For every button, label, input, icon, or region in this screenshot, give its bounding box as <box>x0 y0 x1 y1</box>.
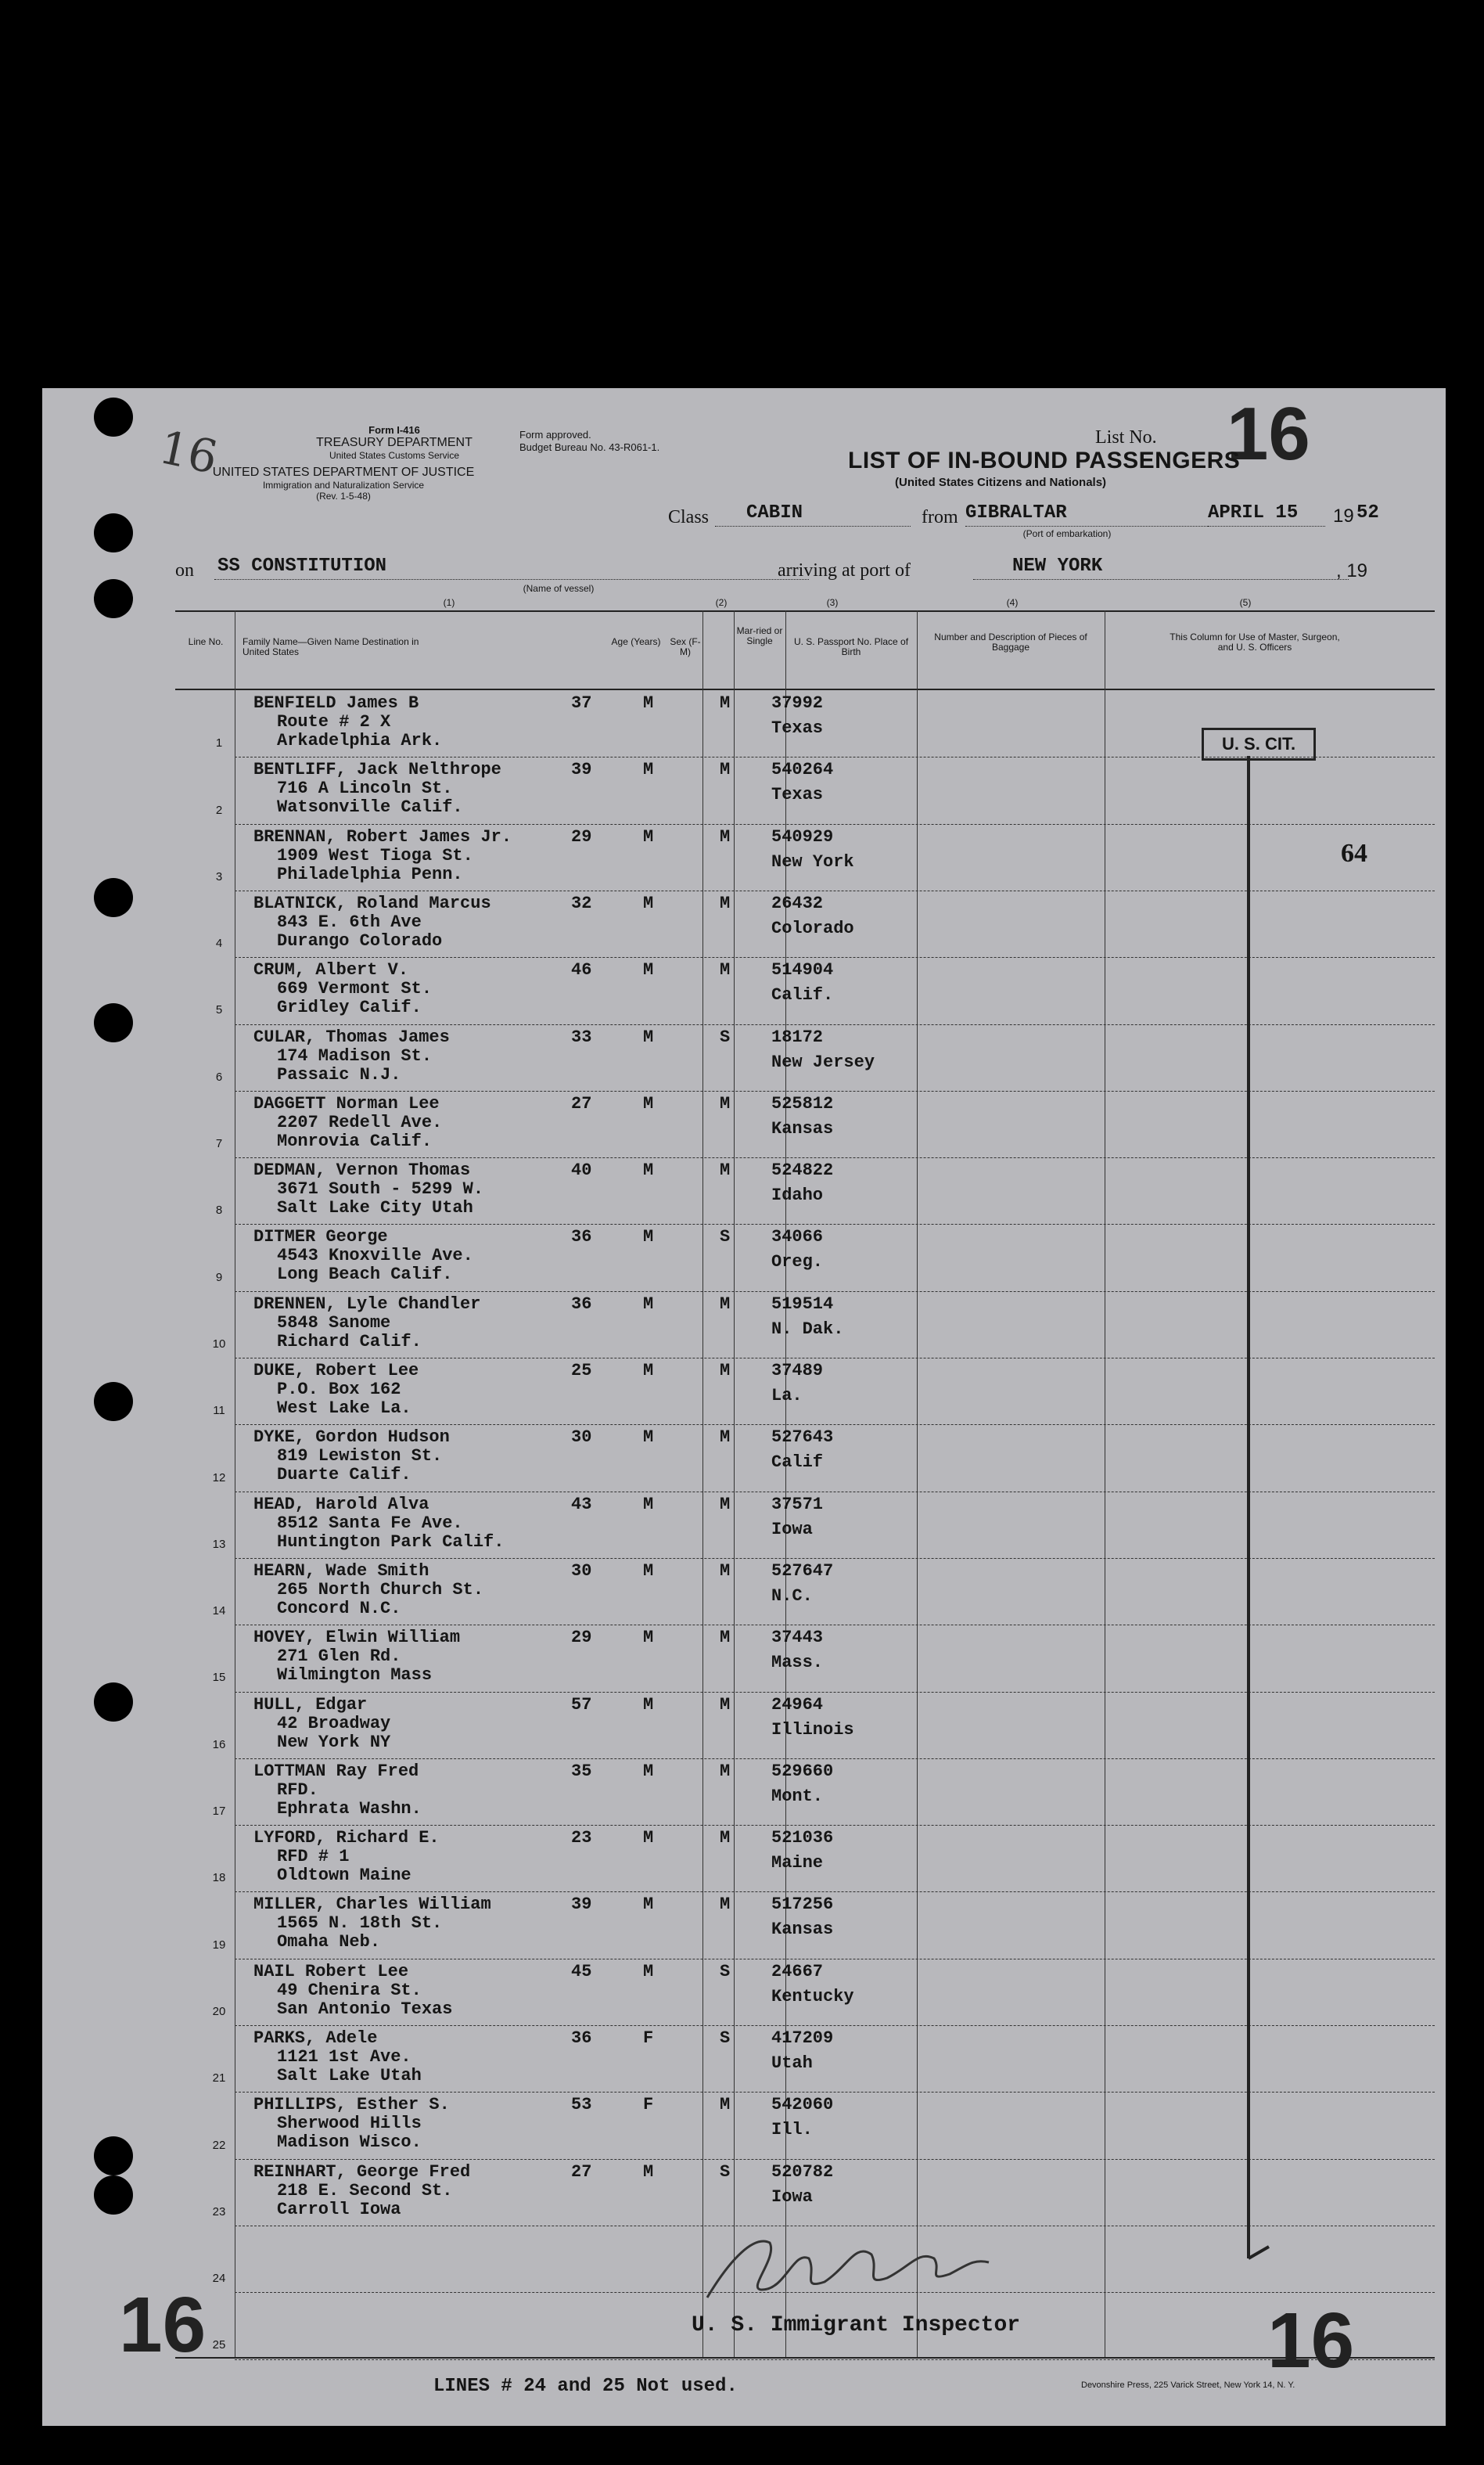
passport-number: 514904 <box>771 960 834 981</box>
line-number: 3 <box>215 869 223 883</box>
passenger-age: 30 <box>571 1560 592 1581</box>
passenger-address-2: Duarte Calif. <box>277 1465 411 1485</box>
marital-status: S <box>720 1961 731 1981</box>
place-of-birth: Idaho <box>771 1186 824 1206</box>
table-row <box>42 1825 1446 1891</box>
passenger-name: BENFIELD James B <box>253 693 419 713</box>
place-of-birth: New York <box>771 851 854 872</box>
passenger-address-2: Concord N.C. <box>277 1598 401 1618</box>
passenger-address-1: RFD # 1 <box>277 1847 350 1867</box>
passenger-age: 32 <box>571 893 592 913</box>
arriving-label: arriving at port of <box>778 560 911 581</box>
passport-number: 37992 <box>771 693 824 713</box>
place-of-birth: Kansas <box>771 1118 834 1139</box>
passenger-name: DITMER George <box>253 1227 388 1247</box>
passenger-sex: M <box>643 1828 654 1848</box>
passport-number: 527647 <box>771 1560 834 1581</box>
passenger-address-2: Gridley Calif. <box>277 998 422 1018</box>
table-row <box>42 824 1446 891</box>
on-label: on <box>175 560 194 581</box>
bottom-left-stamp: 16 <box>119 2281 207 2369</box>
table-row <box>42 1558 1446 1625</box>
table-row <box>42 1224 1446 1290</box>
table-top-border <box>175 610 1435 612</box>
passenger-name: PHILLIPS, Esther S. <box>253 2095 450 2115</box>
form-approved: Form approved. <box>519 429 591 441</box>
passport-number: 26432 <box>771 893 824 913</box>
table-row <box>42 2092 1446 2158</box>
line-number: 24 <box>212 2272 226 2286</box>
col-num-4: (4) <box>1006 597 1019 608</box>
passenger-age: 43 <box>571 1494 592 1514</box>
passenger-address-2: Arkadelphia Ark. <box>277 731 443 750</box>
passenger-address-1: 8512 Santa Fe Ave. <box>277 1513 463 1533</box>
place-of-birth: Texas <box>771 718 824 738</box>
passenger-age: 29 <box>571 826 592 847</box>
list-no-label: List No. <box>1095 427 1157 448</box>
passenger-age: 23 <box>571 1828 592 1848</box>
year-suffix: 52 <box>1356 502 1379 524</box>
class-label: Class <box>668 507 710 527</box>
marital-status: M <box>720 760 731 780</box>
passenger-name: CRUM, Albert V. <box>253 960 409 981</box>
passenger-address-2: West Lake La. <box>277 1398 411 1418</box>
passenger-address-1: Route # 2 X <box>277 712 391 732</box>
marital-status: M <box>720 826 731 847</box>
passenger-address-1: 1565 N. 18th St. <box>277 1913 443 1934</box>
passenger-sex: M <box>643 1560 654 1581</box>
list-subtitle: (United States Citizens and Nationals) <box>895 476 1107 489</box>
passenger-address-2: Madison Wisco. <box>277 2132 422 2153</box>
passenger-name: HEARN, Wade Smith <box>253 1560 429 1581</box>
passenger-age: 36 <box>571 2028 592 2048</box>
line-number: 7 <box>215 1137 223 1151</box>
line-number: 12 <box>212 1470 226 1484</box>
table-row <box>42 1692 1446 1758</box>
passenger-age: 46 <box>571 960 592 981</box>
marital-status: M <box>720 1761 731 1781</box>
passenger-address-1: 2207 Redell Ave. <box>277 1112 443 1132</box>
marital-status: S <box>720 1027 731 1047</box>
marital-status: M <box>720 1427 731 1448</box>
marital-status: M <box>720 1093 731 1114</box>
passenger-address-1: 42 Broadway <box>277 1713 391 1733</box>
passenger-address-2: Salt Lake City Utah <box>277 1198 473 1218</box>
line-number: 5 <box>215 1003 223 1017</box>
line-number: 21 <box>212 2071 226 2085</box>
col-num-3: (3) <box>826 597 839 608</box>
year-prefix: 19 <box>1333 506 1354 527</box>
table-bottom-border <box>175 2357 1435 2359</box>
table-row <box>42 2025 1446 2092</box>
line-number: 8 <box>215 1204 223 1218</box>
passenger-address-1: 4543 Knoxville Ave. <box>277 1246 473 1266</box>
passenger-sex: M <box>643 1427 654 1448</box>
passenger-address-2: Richard Calif. <box>277 1331 422 1351</box>
place-of-birth: N.C. <box>771 1585 813 1606</box>
marital-status: S <box>720 2161 731 2182</box>
passenger-address-2: Salt Lake Utah <box>277 2066 422 2085</box>
passenger-address-2: Long Beach Calif. <box>277 1265 453 1285</box>
passenger-address-2: Omaha Neb. <box>277 1932 381 1952</box>
us-cit-stamp-text: U. S. CIT. <box>1221 734 1296 754</box>
marital-status: S <box>720 2028 731 2048</box>
passenger-address-1: P.O. Box 162 <box>277 1380 401 1399</box>
row-divider <box>235 2359 1435 2360</box>
passenger-name: REINHART, George Fred <box>253 2161 471 2182</box>
passenger-address-2: Huntington Park Calif. <box>277 1531 505 1552</box>
passenger-age: 40 <box>571 1161 592 1181</box>
passport-number: 37571 <box>771 1494 824 1514</box>
passport-number: 34066 <box>771 1227 824 1247</box>
list-title: LIST OF IN-BOUND PASSENGERS <box>848 448 1241 473</box>
passenger-age: 36 <box>571 1227 592 1247</box>
marital-status: S <box>720 1227 731 1247</box>
passenger-age: 35 <box>571 1761 592 1781</box>
line-number: 18 <box>212 1871 226 1885</box>
side-number: 64 <box>1341 839 1367 868</box>
cit-bracket-line <box>1247 756 1250 2258</box>
passenger-sex: M <box>643 1961 654 1981</box>
passenger-age: 33 <box>571 1027 592 1047</box>
place-of-birth: Calif <box>771 1452 824 1473</box>
printer-imprint: Devonshire Press, 225 Varick Street, New York 14, N. Y. <box>1081 2380 1295 2390</box>
passenger-age: 39 <box>571 760 592 780</box>
passenger-name: DRENNEN, Lyle Chandler <box>253 1294 481 1314</box>
passenger-address-2: Carroll Iowa <box>277 2199 401 2219</box>
class-value: CABIN <box>746 502 803 524</box>
from-label: from <box>922 507 958 527</box>
marital-status: M <box>720 1494 731 1514</box>
passenger-sex: M <box>643 1027 654 1047</box>
header-line-no: Line No. <box>188 636 224 647</box>
passport-number: 519514 <box>771 1294 834 1314</box>
marital-status: M <box>720 1361 731 1380</box>
table-row <box>42 1891 1446 1958</box>
header-married: Mar-ried or Single <box>736 625 783 646</box>
passport-number: 527643 <box>771 1427 834 1448</box>
table-row <box>42 1959 1446 2025</box>
passenger-address-1: Sherwood Hills <box>277 2114 422 2134</box>
col-num-1: (1) <box>443 597 455 608</box>
justice-heading: UNITED STATES DEPARTMENT OF JUSTICE <box>212 466 475 479</box>
passenger-sex: M <box>643 1361 654 1380</box>
place-of-birth: New Jersey <box>771 1052 875 1072</box>
passenger-name: LOTTMAN Ray Fred <box>253 1761 419 1781</box>
marital-status: M <box>720 1694 731 1715</box>
passenger-sex: M <box>643 1161 654 1181</box>
passenger-name: HEAD, Harold Alva <box>253 1494 429 1514</box>
passenger-address-2: New York NY <box>277 1732 391 1752</box>
passenger-sex: M <box>643 1227 654 1247</box>
line-number: 2 <box>215 803 223 817</box>
treasury-heading: TREASURY DEPARTMENT <box>316 436 473 449</box>
passenger-name: MILLER, Charles William <box>253 1895 491 1915</box>
passenger-age: 27 <box>571 1093 592 1114</box>
marital-status: M <box>720 2095 731 2115</box>
passenger-age: 45 <box>571 1961 592 1981</box>
passenger-address-2: Monrovia Calif. <box>277 1131 433 1151</box>
header-officers: This Column for Use of Master, Surgeon, and U. S. Officers <box>1170 632 1340 653</box>
passenger-age: 25 <box>571 1361 592 1380</box>
table-row <box>42 1091 1446 1157</box>
marital-status: M <box>720 893 731 913</box>
passenger-address-1: 1121 1st Ave. <box>277 2047 411 2067</box>
line-number: 10 <box>212 1337 226 1351</box>
passenger-age: 53 <box>571 2095 592 2115</box>
marital-status: M <box>720 1560 731 1581</box>
passenger-name: DAGGETT Norman Lee <box>253 1093 440 1114</box>
margin-handwritten-number: 16 <box>154 420 223 484</box>
from-value: GIBRALTAR <box>965 502 1067 524</box>
passport-number: 517256 <box>771 1895 834 1915</box>
passport-number: 542060 <box>771 2095 834 2115</box>
line-number: 17 <box>212 1805 226 1819</box>
form-number: Form I-416 <box>368 424 420 436</box>
passport-number: 540929 <box>771 826 834 847</box>
passenger-age: 57 <box>571 1694 592 1715</box>
passenger-address-1: 716 A Lincoln St. <box>277 779 453 799</box>
list-number-stamp: 16 <box>1227 392 1310 476</box>
passenger-sex: M <box>643 960 654 981</box>
passenger-sex: M <box>643 1093 654 1114</box>
passport-number: 37489 <box>771 1361 824 1380</box>
passenger-age: 37 <box>571 693 592 713</box>
passenger-sex: M <box>643 893 654 913</box>
passenger-address-1: 3671 South - 5299 W. <box>277 1179 484 1200</box>
passenger-sex: M <box>643 1694 654 1715</box>
passenger-name: BLATNICK, Roland Marcus <box>253 893 491 913</box>
col-num-2: (2) <box>715 597 728 608</box>
table-row <box>42 1758 1446 1825</box>
col-num-5: (5) <box>1239 597 1252 608</box>
passenger-age: 39 <box>571 1895 592 1915</box>
ins-heading: Immigration and Naturalization Service <box>262 480 425 491</box>
table-row <box>42 1024 1446 1091</box>
marital-status: M <box>720 1828 731 1848</box>
line-number: 13 <box>212 1537 226 1551</box>
inspector-label: U. S. Immigrant Inspector <box>692 2313 1021 2337</box>
line-number: 1 <box>215 736 223 750</box>
passport-number: 529660 <box>771 1761 834 1781</box>
passenger-address-1: 1909 West Tioga St. <box>277 845 473 865</box>
passport-number: 524822 <box>771 1161 834 1181</box>
inspector-signature <box>699 2211 997 2313</box>
place-of-birth: Colorado <box>771 918 854 938</box>
passenger-address-1: RFD. <box>277 1779 318 1800</box>
passenger-address-2: Durango Colorado <box>277 930 443 951</box>
table-row <box>42 1492 1446 1558</box>
passenger-sex: M <box>643 1494 654 1514</box>
passenger-sex: F <box>643 2028 654 2048</box>
passenger-name: BRENNAN, Robert James Jr. <box>253 826 512 847</box>
table-row <box>42 1157 1446 1224</box>
document-sheet <box>42 388 1446 2426</box>
footer-note: LINES # 24 and 25 Not used. <box>433 2376 738 2397</box>
passenger-name: DUKE, Robert Lee <box>253 1361 419 1380</box>
marital-status: M <box>720 1895 731 1915</box>
us-cit-stamp <box>1202 728 1316 761</box>
line-number: 19 <box>212 1938 226 1952</box>
bottom-right-stamp: 16 <box>1267 2297 1355 2384</box>
passenger-name: NAIL Robert Lee <box>253 1961 409 1981</box>
place-of-birth: Illinois <box>771 1719 854 1740</box>
line-number: 4 <box>215 937 223 951</box>
passenger-name: PARKS, Adele <box>253 2028 378 2048</box>
place-of-birth: N. Dak. <box>771 1319 844 1339</box>
place-of-birth: Oreg. <box>771 1252 824 1272</box>
line-number: 11 <box>213 1404 225 1418</box>
header-passport: U. S. Passport No. Place of Birth <box>793 636 909 657</box>
vessel-note: (Name of vessel) <box>523 583 595 594</box>
place-of-birth: Ill. <box>771 2120 813 2140</box>
place-of-birth: Mont. <box>771 1786 824 1806</box>
line-number: 14 <box>212 1604 226 1618</box>
marital-status: M <box>720 693 731 713</box>
passenger-sex: M <box>643 760 654 780</box>
passenger-address-2: Oldtown Maine <box>277 1866 411 1886</box>
customs-service: United States Customs Service <box>329 450 460 461</box>
passenger-sex: M <box>643 1761 654 1781</box>
revision: (Rev. 1-5-48) <box>316 491 371 502</box>
place-of-birth: Utah <box>771 2053 813 2073</box>
passport-number: 540264 <box>771 760 834 780</box>
line-number: 16 <box>212 1737 226 1751</box>
passenger-address-1: 819 Lewiston St. <box>277 1446 443 1466</box>
passenger-age: 27 <box>571 2161 592 2182</box>
line-number: 23 <box>212 2204 226 2218</box>
passenger-address-2: Ephrata Washn. <box>277 1798 422 1819</box>
place-of-birth: Iowa <box>771 1519 813 1539</box>
marital-status: M <box>720 1628 731 1648</box>
passport-number: 520782 <box>771 2161 834 2182</box>
passenger-sex: M <box>643 693 654 713</box>
passenger-sex: M <box>643 1628 654 1648</box>
header-name: Family Name—Given Name Destination in United States <box>243 636 419 657</box>
table-row <box>42 891 1446 957</box>
passport-number: 521036 <box>771 1828 834 1848</box>
passport-number: 525812 <box>771 1093 834 1114</box>
passenger-sex: F <box>643 2095 654 2115</box>
place-of-birth: Texas <box>771 785 824 805</box>
passenger-address-2: Watsonville Calif. <box>277 797 463 818</box>
passport-number: 18172 <box>771 1027 824 1047</box>
arriving-port: NEW YORK <box>1012 556 1103 577</box>
line-number: 9 <box>215 1270 223 1284</box>
passenger-table <box>42 388 1446 2426</box>
passenger-address-1: 5848 Sanome <box>277 1312 391 1333</box>
passenger-age: 29 <box>571 1628 592 1648</box>
place-of-birth: Iowa <box>771 2186 813 2207</box>
passenger-sex: M <box>643 826 654 847</box>
passenger-sex: M <box>643 1294 654 1314</box>
passenger-name: BENTLIFF, Jack Nelthrope <box>253 760 501 780</box>
place-of-birth: Kentucky <box>771 1986 854 2006</box>
passenger-address-2: Philadelphia Penn. <box>277 864 463 884</box>
place-of-birth: Mass. <box>771 1653 824 1673</box>
line-number: 20 <box>212 2004 226 2018</box>
passport-number: 24964 <box>771 1694 824 1715</box>
vessel-name: SS CONSTITUTION <box>217 556 387 577</box>
passenger-sex: M <box>643 1895 654 1915</box>
passenger-address-2: Passaic N.J. <box>277 1064 401 1085</box>
passenger-address-1: 49 Chenira St. <box>277 1980 422 2000</box>
passenger-name: HOVEY, Elwin William <box>253 1628 461 1648</box>
place-of-birth: Calif. <box>771 985 834 1006</box>
passenger-address-2: Wilmington Mass <box>277 1665 433 1686</box>
marital-status: M <box>720 1161 731 1181</box>
passenger-age: 36 <box>571 1294 592 1314</box>
passenger-address-1: 843 E. 6th Ave <box>277 912 422 932</box>
passenger-address-1: 174 Madison St. <box>277 1045 433 1066</box>
line-number: 25 <box>212 2338 226 2352</box>
passenger-name: HULL, Edgar <box>253 1694 368 1715</box>
passenger-name: LYFORD, Richard E. <box>253 1828 440 1848</box>
passenger-address-1: 218 E. Second St. <box>277 2180 453 2201</box>
passenger-name: CULAR, Thomas James <box>253 1027 450 1047</box>
passenger-name: DYKE, Gordon Hudson <box>253 1427 450 1448</box>
port-embarkation-note: (Port of embarkation) <box>1022 528 1112 539</box>
passport-number: 24667 <box>771 1961 824 1981</box>
date-value: APRIL 15 <box>1208 502 1299 524</box>
passport-number: 37443 <box>771 1628 824 1648</box>
passenger-address-1: 265 North Church St. <box>277 1579 484 1600</box>
budget-bureau: Budget Bureau No. 43-R061-1. <box>519 441 660 453</box>
passenger-address-2: San Antonio Texas <box>277 1999 453 2019</box>
header-sex: Sex (F-M) <box>670 636 701 657</box>
table-row <box>42 757 1446 823</box>
header-baggage: Number and Description of Pieces of Baggage <box>934 632 1087 653</box>
passenger-address-1: 271 Glen Rd. <box>277 1646 401 1667</box>
passenger-name: DEDMAN, Vernon Thomas <box>253 1161 471 1181</box>
line-number: 22 <box>212 2138 226 2152</box>
header-age: Age (Years) <box>611 636 661 647</box>
place-of-birth: Maine <box>771 1853 824 1873</box>
year-label: , 19 <box>1336 560 1368 581</box>
table-row <box>42 1291 1446 1358</box>
line-number: 15 <box>212 1671 226 1685</box>
line-number: 6 <box>215 1070 223 1084</box>
table-row <box>42 1358 1446 1424</box>
passport-number: 417209 <box>771 2028 834 2048</box>
marital-status: M <box>720 960 731 981</box>
table-row <box>42 1625 1446 1691</box>
passenger-age: 30 <box>571 1427 592 1448</box>
passenger-address-1: 669 Vermont St. <box>277 979 433 999</box>
place-of-birth: Kansas <box>771 1920 834 1940</box>
marital-status: M <box>720 1294 731 1314</box>
place-of-birth: La. <box>771 1386 803 1405</box>
table-row <box>42 1424 1446 1491</box>
passenger-sex: M <box>643 2161 654 2182</box>
table-row <box>42 957 1446 1024</box>
